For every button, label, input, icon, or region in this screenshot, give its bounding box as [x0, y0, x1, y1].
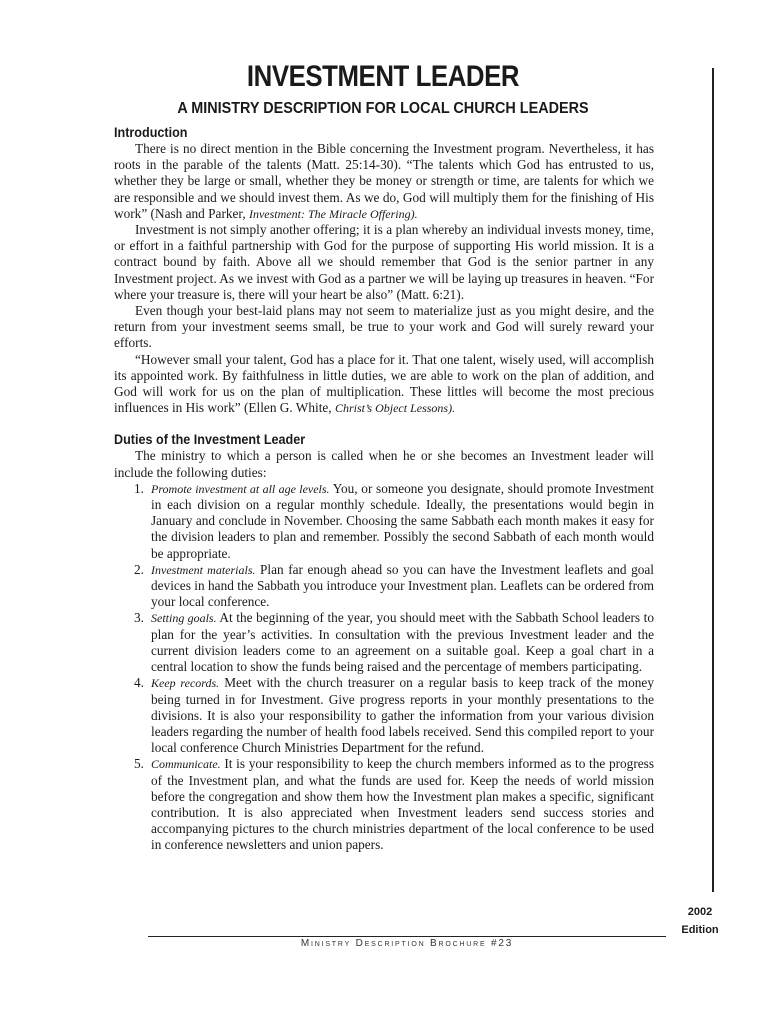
- intro-paragraph-1-source: Investment: The Miracle Offering).: [248, 206, 418, 221]
- duty-item: [114, 756, 654, 853]
- duty-label: Promote investment at all age levels.: [151, 481, 330, 496]
- duty-item: [114, 481, 654, 562]
- duty-label: Investment materials.: [151, 562, 256, 577]
- duty-item: [114, 562, 654, 611]
- duty-item: [114, 610, 654, 675]
- duties-intro: The ministry to which a person is called when he or she becomes an Investment leader will include the following duties:: [114, 448, 654, 480]
- intro-paragraph-1-text: There is no direct mention in the Bible concerning the Investment program. Nevertheless, it has roots in the parable of the talents (Matt. 25:14-30). “The talents which God has entrusted to us, whether they be large or small, whether they be money or strength or time, are talents for which we are responsible and we should invest them. As we do, God will multiply them for the finishing of His work” (Nash and Parker,: [114, 141, 654, 221]
- duty-number: 3.: [134, 610, 144, 626]
- duties-list: [114, 481, 654, 854]
- intro-paragraph-2: Investment is not simply another offering; it is a plan whereby an individual invests money, time, or effort in a faithful partnership with God for the purpose of supporting His world mission. It is a contract bound by faith. Above all we should remember that God is the senior partner in any Investment project. As we invest with God as a partner we will be laying up treasures in heaven. “For where your treasure is, there will your heart be also” (Matt. 6:21).: [114, 222, 654, 302]
- edition-badge: [670, 903, 730, 939]
- vertical-rule: [712, 68, 714, 892]
- duties-heading: Duties of the Investment Leader: [114, 431, 306, 448]
- intro-paragraph-1: [114, 141, 654, 222]
- duty-text: It is your responsibility to keep the church members informed as to the progress of the Investment plan, and what the funds are used for. Keep the needs of world mission before the congregation and show them how the Investment plan makes a specific, significant contribution. It is also appreciated when Investment leaders send success stories and accompanying pictures to the church ministries department of the local conference to be used in conference newsletters and union papers.: [151, 756, 654, 853]
- intro-paragraph-4-source: Christ’s Object Lessons).: [334, 401, 456, 416]
- duty-number: 1.: [134, 480, 144, 496]
- edition-label: Edition: [681, 924, 719, 936]
- duty-text: Meet with the church treasurer on a regular basis to keep track of the money being turned in for Investment. Give progress reports in your monthly presentations to the divisions. It is also your responsibility to gather the information from your various division leaders regarding the number of health food labels received. Send this compiled report to your local conference Church Ministries Department for the refund.: [151, 675, 654, 756]
- page-title: INVESTMENT LEADER: [246, 60, 520, 93]
- duty-text: Plan far enough ahead so you can have the Investment leaflets and goal devices in hand the Sabbath you introduce your Investment plan. Leaflets can be ordered from your local conference.: [151, 561, 655, 610]
- intro-paragraph-3: Even though your best-laid plans may not seem to materialize just as you might desire, and the return from your investment seems small, be true to your work and God will surely reward your efforts.: [114, 303, 654, 351]
- duty-label: Communicate.: [151, 757, 221, 772]
- document-body: [114, 123, 654, 854]
- duty-item: [114, 675, 654, 756]
- duty-number: 2.: [134, 561, 144, 577]
- duty-number: 4.: [134, 675, 144, 691]
- intro-paragraph-4-text: “However small your talent, God has a place for it. That one talent, wisely used, will accomplish its appointed work. By faithfulness in little duties, we are able to work on the plan of addition, and God will work for us on the plan of multiplication. These littles will become the most precious influences in His work” (Ellen G. White,: [114, 351, 654, 416]
- introduction-heading: Introduction: [114, 124, 188, 140]
- intro-paragraph-4: [114, 352, 654, 417]
- edition-year: 2002: [687, 906, 713, 918]
- duty-text: At the beginning of the year, you should meet with the Sabbath School leaders to plan for the year’s activities. In consultation with the previous Investment leader and the current division leaders come to an agreement on a suitable goal. Keep a goal chart in a central location to show the funds being raised and the percentage of members participating.: [151, 610, 654, 675]
- duty-text: You, or someone you designate, should promote Investment in each division on a regular monthly schedule. Ideally, the presentations would begin in January and conclude in November. Choosing the same Sabbath each month makes it easy for the division leaders to plan and remember. Possibly the second Sabbath of each month would be appropriate.: [151, 480, 654, 561]
- footer-rule: [148, 936, 666, 937]
- duty-label: Setting goals.: [151, 611, 217, 626]
- duty-label: Keep records.: [151, 676, 220, 691]
- page-subtitle: A MINISTRY DESCRIPTION FOR LOCAL CHURCH LEADERS: [177, 100, 589, 117]
- footer-brochure-label: Ministry Description Brochure #23: [300, 938, 514, 949]
- duty-number: 5.: [134, 756, 144, 772]
